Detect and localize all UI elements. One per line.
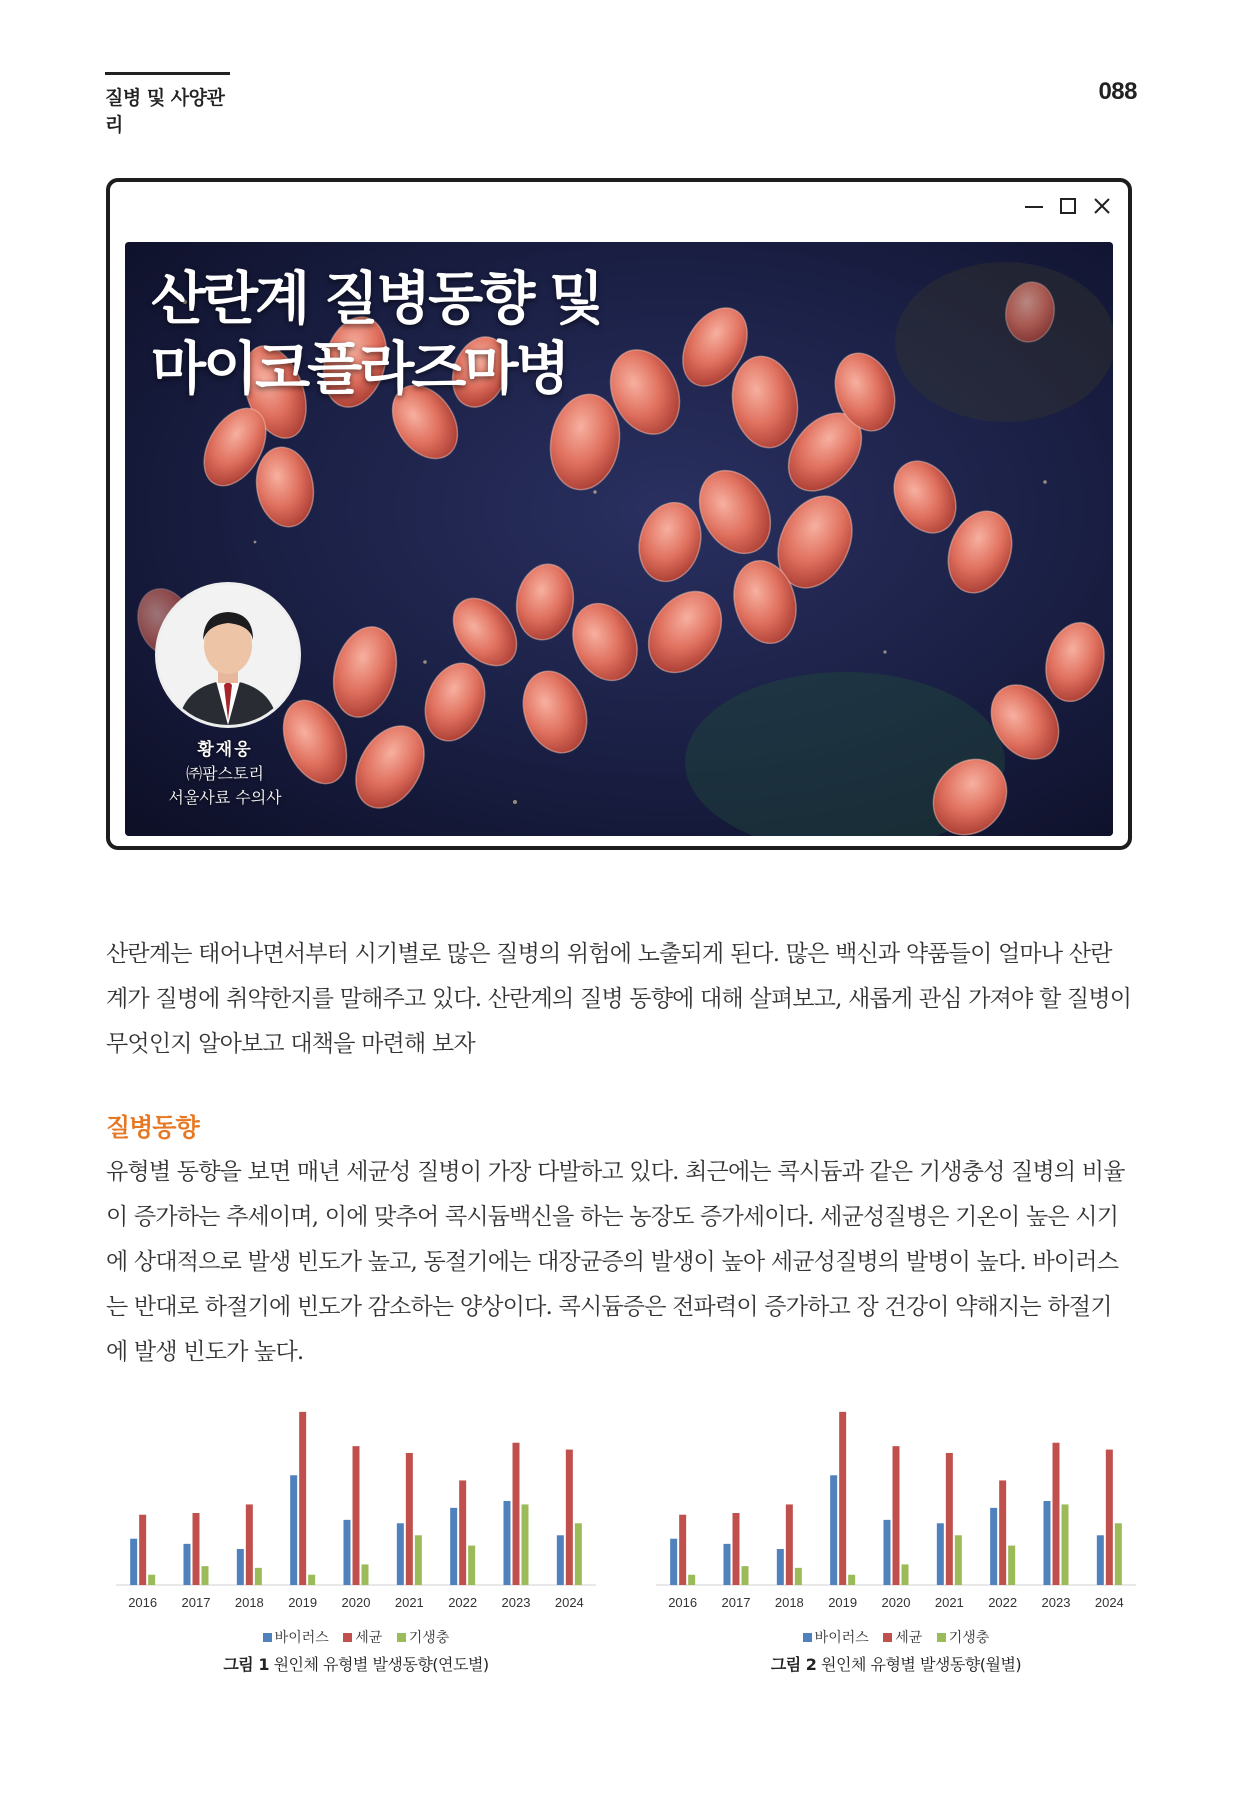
bar-virus-2022 bbox=[990, 1508, 997, 1585]
bar-parasite-2022 bbox=[468, 1546, 475, 1585]
bar-bacteria-2022 bbox=[459, 1480, 466, 1585]
bar-bacteria-2020 bbox=[353, 1446, 360, 1585]
legend-item-parasite bbox=[937, 1630, 990, 1646]
figure-1-legend bbox=[106, 1627, 606, 1647]
legend-swatch-parasite bbox=[397, 1633, 406, 1642]
bar-virus-2021 bbox=[397, 1523, 404, 1585]
legend-label-virus: 바이러스 bbox=[814, 1630, 869, 1646]
legend-label-bacteria: 세균 bbox=[895, 1630, 923, 1646]
bar-parasite-2016 bbox=[688, 1575, 695, 1585]
bar-virus-2020 bbox=[884, 1520, 891, 1585]
x-tick-label-2021: 2021 bbox=[394, 1595, 424, 1610]
legend-label-virus: 바이러스 bbox=[274, 1630, 329, 1646]
bar-virus-2019 bbox=[830, 1475, 837, 1585]
legend-label-bacteria: 세균 bbox=[355, 1630, 383, 1646]
bar-bacteria-2023 bbox=[513, 1443, 520, 1585]
bar-virus-2020 bbox=[344, 1520, 351, 1585]
bar-bacteria-2017 bbox=[193, 1513, 200, 1585]
author-organization: ㈜팜스토리 bbox=[186, 764, 264, 783]
bar-virus-2018 bbox=[237, 1549, 244, 1585]
section-body-paragraph: 유형별 동향을 보면 매년 세균성 질병이 가장 다발하고 있다. 최근에는 콕시듐과 같은 기생충성 질병의 비율이 증가하는 추세이며, 이에 맞추어 콕시듐백신을 하는 농장도 증가세이다. 세균성질병은 기온이 높은 시기에 상대적으로 발생 빈도가 높고, 동절기에는 대장균증의 발생이 높아 세균성질병의 발병이 높다. 바이러스는 반대로 하절기에 빈도가 감소하는 양상이다. 콕시듐증은 전파력이 증가하고 장 건강이 약해지는 하절기에 발생 빈도가 높다. bbox=[106, 1159, 1125, 1365]
figure-2-caption-text: 원인체 유형별 발생동향(월별) bbox=[821, 1655, 1022, 1674]
article-title bbox=[151, 264, 601, 404]
bar-bacteria-2019 bbox=[839, 1412, 846, 1585]
x-tick-label-2020: 2020 bbox=[881, 1595, 911, 1610]
bar-virus-2024 bbox=[557, 1535, 564, 1585]
bar-bacteria-2021 bbox=[946, 1453, 953, 1585]
x-tick-label-2016: 2016 bbox=[668, 1595, 698, 1610]
legend-item-bacteria bbox=[883, 1630, 922, 1646]
legend-label-parasite: 기생충 bbox=[408, 1630, 450, 1646]
x-tick-label-2016: 2016 bbox=[128, 1595, 158, 1610]
figure-2 bbox=[646, 1390, 1146, 1690]
figure-1 bbox=[106, 1390, 606, 1690]
bar-parasite-2019 bbox=[308, 1575, 315, 1585]
x-tick-label-2021: 2021 bbox=[934, 1595, 964, 1610]
bar-virus-2019 bbox=[290, 1475, 297, 1585]
bar-virus-2022 bbox=[450, 1508, 457, 1585]
bar-bacteria-2016 bbox=[139, 1515, 146, 1585]
bar-virus-2017 bbox=[184, 1544, 191, 1585]
bar-bacteria-2023 bbox=[1053, 1443, 1060, 1585]
bar-parasite-2018 bbox=[255, 1568, 262, 1585]
x-tick-label-2018: 2018 bbox=[234, 1595, 264, 1610]
bar-bacteria-2018 bbox=[246, 1504, 253, 1585]
bar-bacteria-2024 bbox=[566, 1450, 573, 1585]
x-tick-label-2022: 2022 bbox=[988, 1595, 1018, 1610]
x-tick-label-2017: 2017 bbox=[721, 1595, 751, 1610]
legend-swatch-parasite bbox=[937, 1633, 946, 1642]
legend-item-virus bbox=[803, 1630, 869, 1646]
page-number: 088 bbox=[1098, 78, 1137, 105]
x-tick-label-2018: 2018 bbox=[774, 1595, 804, 1610]
figure-1-caption bbox=[106, 1652, 606, 1675]
author-avatar bbox=[155, 582, 301, 728]
page-header-section: 질병 및 사양관리 bbox=[105, 72, 230, 137]
figure-2-chart bbox=[646, 1390, 1146, 1625]
bar-parasite-2020 bbox=[902, 1564, 909, 1585]
x-tick-label-2024: 2024 bbox=[1094, 1595, 1124, 1610]
bar-virus-2016 bbox=[130, 1539, 137, 1585]
bar-virus-2023 bbox=[1044, 1501, 1051, 1585]
minimize-icon[interactable] bbox=[1022, 194, 1046, 218]
maximize-icon[interactable] bbox=[1056, 194, 1080, 218]
figure-2-number: 그림 2 bbox=[770, 1655, 817, 1674]
bar-virus-2021 bbox=[937, 1523, 944, 1585]
legend-item-parasite bbox=[397, 1630, 450, 1646]
bar-parasite-2017 bbox=[742, 1566, 749, 1585]
legend-swatch-virus bbox=[803, 1633, 812, 1642]
article-window bbox=[106, 178, 1132, 850]
bar-parasite-2023 bbox=[522, 1504, 529, 1585]
legend-swatch-virus bbox=[263, 1633, 272, 1642]
legend-swatch-bacteria bbox=[343, 1633, 352, 1642]
legend-swatch-bacteria bbox=[883, 1633, 892, 1642]
bar-parasite-2024 bbox=[1115, 1523, 1122, 1585]
close-icon[interactable] bbox=[1090, 194, 1114, 218]
bar-bacteria-2017 bbox=[733, 1513, 740, 1585]
hero-image bbox=[125, 242, 1113, 836]
bar-bacteria-2022 bbox=[999, 1480, 1006, 1585]
article-title-line-2: 마이코플라즈마병 bbox=[151, 336, 568, 402]
bar-parasite-2021 bbox=[415, 1535, 422, 1585]
bar-bacteria-2024 bbox=[1106, 1450, 1113, 1585]
x-tick-label-2020: 2020 bbox=[341, 1595, 371, 1610]
author-portrait bbox=[158, 585, 298, 725]
bar-virus-2018 bbox=[777, 1549, 784, 1585]
bar-parasite-2017 bbox=[202, 1566, 209, 1585]
x-tick-label-2022: 2022 bbox=[448, 1595, 478, 1610]
figure-2-caption bbox=[646, 1652, 1146, 1675]
bar-parasite-2023 bbox=[1062, 1504, 1069, 1585]
x-tick-label-2023: 2023 bbox=[501, 1595, 531, 1610]
bar-parasite-2020 bbox=[362, 1564, 369, 1585]
x-tick-label-2017: 2017 bbox=[181, 1595, 211, 1610]
figure-1-number: 그림 1 bbox=[223, 1655, 269, 1674]
bar-parasite-2018 bbox=[795, 1568, 802, 1585]
intro-paragraph: 산란계는 태어나면서부터 시기별로 많은 질병의 위험에 노출되게 된다. 많은 백신과 약품들이 얼마나 산란계가 질병에 취약한지를 말해주고 있다. 산란계의 질병 동향에 대해 살펴보고, 새롭게 관심 가져야 할 질병이 무엇인지 알아보고 대책을 마련해 보자 bbox=[106, 941, 1132, 1057]
legend-item-virus bbox=[263, 1630, 329, 1646]
article-title-line-1: 산란계 질병동향 및 bbox=[151, 266, 602, 332]
x-tick-label-2024: 2024 bbox=[554, 1595, 584, 1610]
author-role: 서울사료 수의사 bbox=[168, 788, 282, 807]
legend-label-parasite: 기생충 bbox=[948, 1630, 990, 1646]
bar-parasite-2022 bbox=[1008, 1546, 1015, 1585]
figure-1-caption-text: 원인체 유형별 발생동향(연도별) bbox=[273, 1655, 489, 1674]
bar-bacteria-2018 bbox=[786, 1504, 793, 1585]
author-name: 황재웅 bbox=[197, 740, 253, 760]
x-tick-label-2019: 2019 bbox=[828, 1595, 858, 1610]
bar-parasite-2024 bbox=[575, 1523, 582, 1585]
bar-bacteria-2016 bbox=[679, 1515, 686, 1585]
bar-bacteria-2021 bbox=[406, 1453, 413, 1585]
figure-1-chart bbox=[106, 1390, 606, 1625]
author-credit bbox=[140, 738, 310, 810]
bar-parasite-2019 bbox=[848, 1575, 855, 1585]
legend-item-bacteria bbox=[343, 1630, 382, 1646]
bar-virus-2016 bbox=[670, 1539, 677, 1585]
figure-2-legend bbox=[646, 1627, 1146, 1647]
bar-bacteria-2020 bbox=[893, 1446, 900, 1585]
bar-bacteria-2019 bbox=[299, 1412, 306, 1585]
x-tick-label-2019: 2019 bbox=[288, 1595, 318, 1610]
window-controls bbox=[1022, 194, 1114, 218]
bar-parasite-2016 bbox=[148, 1575, 155, 1585]
bar-virus-2017 bbox=[724, 1544, 731, 1585]
bar-virus-2024 bbox=[1097, 1535, 1104, 1585]
bar-virus-2023 bbox=[504, 1501, 511, 1585]
bar-parasite-2021 bbox=[955, 1535, 962, 1585]
x-tick-label-2023: 2023 bbox=[1041, 1595, 1071, 1610]
section-heading: 질병동향 bbox=[106, 1113, 199, 1142]
